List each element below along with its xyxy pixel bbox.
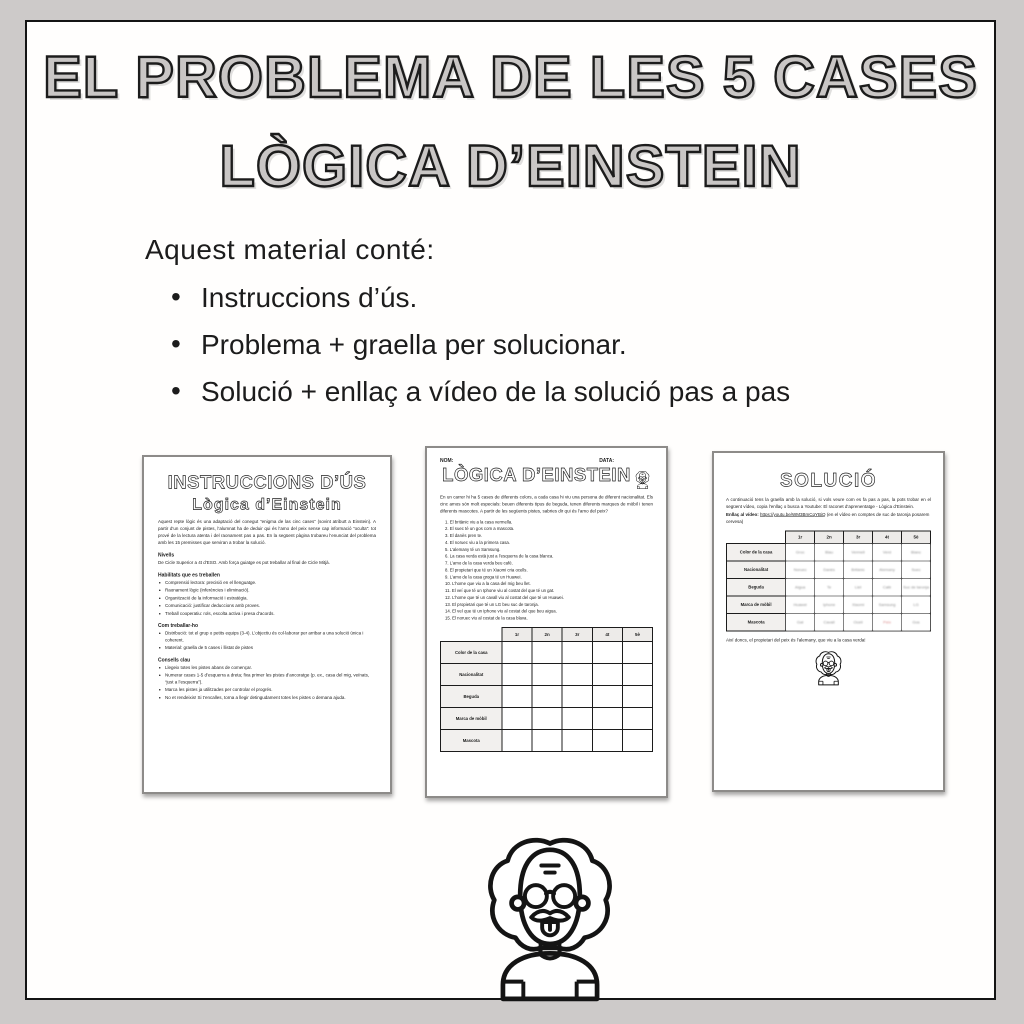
grid-row-header: Mascota bbox=[441, 729, 502, 751]
solution-cell: Blanc bbox=[902, 543, 931, 561]
p1-section-item: • Comprensió lectora: precisió en el llenguatge. bbox=[165, 579, 376, 586]
p1-section-item: • Llegeix totes les pistes abans de començar. bbox=[165, 664, 376, 671]
empty-grid-cell bbox=[592, 729, 622, 751]
einstein-icon bbox=[813, 647, 844, 685]
clue-item: 14. El veí que té un Iphone viu al costat del que beu aigua. bbox=[445, 608, 557, 614]
page2-title-row bbox=[440, 465, 653, 489]
empty-grid-cell bbox=[502, 663, 532, 685]
grid-col-header: 5è bbox=[902, 531, 931, 544]
grid-col-header: 3r bbox=[844, 531, 873, 544]
empty-grid-cell bbox=[532, 729, 562, 751]
clue-item: 11. El veí que té un Iphone viu al costat del que té un gat. bbox=[445, 588, 555, 594]
grid-corner bbox=[441, 627, 502, 641]
clue-item: 12. L’home que té un cavall viu al costat del que té un Huawei. bbox=[445, 594, 564, 600]
clue-item: 6. La casa verda està just a l’esquerra de la casa blanca. bbox=[445, 553, 554, 559]
data-label: DATA: bbox=[599, 458, 614, 464]
empty-grid-cell bbox=[502, 685, 532, 707]
clue-item: 4. El noruec viu a la primera casa. bbox=[445, 539, 510, 545]
p1-section-item: • Organització de la informació i estratègia. bbox=[165, 595, 376, 602]
page2-content bbox=[427, 448, 666, 796]
empty-grid-cell bbox=[622, 641, 652, 663]
page2-intro: En un carrer hi ha 5 cases de diferents colors, a cada casa hi viu una persona de diferent nacionalitat. Els cinc amos són molt especials: beuen diferents tipus de beguda, tenen diferents marques de mòbil i tenen diferents mascotes. A partir de les següents pistes, sabries dir qui és l’amo del peix? bbox=[440, 494, 653, 514]
empty-grid-cell bbox=[592, 663, 622, 685]
p1-section-item: • No et rendeixis! Si t’encalles, torna a llegir detingudament totes les pistes o demana ajuda. bbox=[165, 694, 376, 701]
solution-cell: Ocell bbox=[844, 613, 873, 631]
empty-grid-cell bbox=[592, 707, 622, 729]
grid-row-header: Color de la casa bbox=[727, 543, 786, 561]
p1-section-heading: Nivells bbox=[158, 552, 175, 558]
intro-bullet: • Instruccions d’ús. bbox=[171, 282, 905, 314]
solution-cell: Verd bbox=[873, 543, 902, 561]
solution-cell: Llet bbox=[844, 578, 873, 596]
intro-heading: Aquest material conté: bbox=[145, 234, 435, 265]
grid-row-header: Nacionalitat bbox=[441, 663, 502, 685]
grid-col-header: 4t bbox=[592, 627, 622, 641]
video-link-url: https://youtu.be/WM3BmCqYBiQ bbox=[760, 511, 826, 517]
solution-grid bbox=[726, 530, 931, 631]
grid-row-header: Marca de mòbil bbox=[727, 596, 786, 614]
p1-section-heading: Habilitats que es treballen bbox=[158, 572, 220, 578]
empty-grid-cell bbox=[532, 663, 562, 685]
p1-section bbox=[158, 572, 376, 617]
empty-grid-cell bbox=[562, 729, 592, 751]
p1-section-body: De Cicle Superior a 4t d’ESO. Amb força guiatge es pot treballar al final de Cicle Mitjà. bbox=[158, 559, 330, 565]
grid-row-header: Color de la casa bbox=[441, 641, 502, 663]
p1-section-list bbox=[165, 630, 376, 651]
page-thumbnail-problem bbox=[425, 446, 668, 798]
nom-label: NOM: bbox=[440, 458, 454, 464]
p1-section-list bbox=[165, 664, 376, 701]
solution-cell: Huawei bbox=[786, 596, 815, 614]
grid-col-header: 4t bbox=[873, 531, 902, 544]
page-thumbnail-instructions bbox=[142, 455, 392, 794]
empty-grid-cell bbox=[562, 641, 592, 663]
empty-grid-cell bbox=[502, 707, 532, 729]
p1-section-item: • Treball cooperatiu: rols, escolta activa i presa d’acords. bbox=[165, 610, 376, 617]
grid-row-header: Mascota bbox=[727, 613, 786, 631]
clue-item: 2. El suec té un gos com a mascota. bbox=[445, 526, 515, 532]
p1-section-item: • Numerar cases 1-5 d’esquerra a dreta; fixa primer les pistes d’ancoratge (p. ex., casa del mig, veïnats, “just a l’esquerra”). bbox=[165, 672, 376, 686]
page3-title: SOLUCIÓ bbox=[779, 470, 878, 491]
clue-item: 10. L’home que viu a la casa del mig beu llet. bbox=[445, 581, 531, 587]
p1-section-heading: Consells clau bbox=[158, 657, 191, 663]
name-date-row bbox=[440, 458, 653, 464]
page2-title: LÒGICA D’EINSTEIN bbox=[442, 464, 631, 485]
clue-item: 15. El noruec viu al costat de la casa blava. bbox=[445, 615, 528, 621]
clue-item: 9. L’amo de la casa groga té un Huawei. bbox=[445, 574, 522, 580]
intro-list bbox=[171, 282, 905, 408]
p1-section-item: • Material: graella de 5 cases i llistat de pistes bbox=[165, 645, 376, 652]
page1-content bbox=[144, 457, 390, 792]
grid-col-header: 3r bbox=[562, 627, 592, 641]
solution-cell: Samsung bbox=[873, 596, 902, 614]
video-link-line bbox=[726, 511, 931, 525]
solution-cell: Vermell bbox=[844, 543, 873, 561]
poster-card bbox=[25, 20, 996, 1000]
grid-col-header: 2n bbox=[532, 627, 562, 641]
p1-section bbox=[158, 552, 376, 566]
grid-col-header: 5è bbox=[622, 627, 652, 641]
p1-section-heading: Com treballar-ho bbox=[158, 623, 199, 629]
empty-grid-cell bbox=[502, 729, 532, 751]
grid-col-header: 1r bbox=[786, 531, 815, 544]
solution-cell: Gat bbox=[786, 613, 815, 631]
page-thumbnail-solution bbox=[712, 451, 945, 792]
p1-section-list bbox=[165, 579, 376, 617]
einstein-illustration bbox=[479, 820, 621, 1002]
grid-row-header: Marca de mòbil bbox=[441, 707, 502, 729]
clue-item: 13. El propietari que té un LG beu suc de taronja. bbox=[445, 601, 539, 607]
solution-cell: Groc bbox=[786, 543, 815, 561]
page1-title: INSTRUCCIONS D’ÚS bbox=[167, 472, 367, 493]
p1-section-item: • Comunicació: justificar deduccions amb proves. bbox=[165, 603, 376, 610]
solution-conclusion: Així doncs, el propietari del peix és l’alemany, que viu a la casa verda! bbox=[726, 637, 866, 643]
p1-section-item: • Marca les pistes ja utilitzades per controlar el progrés. bbox=[165, 687, 376, 694]
empty-grid-cell bbox=[622, 685, 652, 707]
grid-row-header: Beguda bbox=[727, 578, 786, 596]
intro-section bbox=[145, 234, 905, 408]
solution-cell: Aigua bbox=[786, 578, 815, 596]
p1-section-item: • Distribució: tot el grup o petits equips (3-4). L’objectiu és col·laborar per arribar a una solució única i coherent. bbox=[165, 630, 376, 644]
einstein-icon bbox=[634, 469, 651, 489]
solution-cell: Gos bbox=[902, 613, 931, 631]
solution-cell: Alemany bbox=[873, 561, 902, 579]
clue-item: 1. El britànic viu a la casa vermella. bbox=[445, 519, 513, 525]
video-link-note: (en el vídeo en comptes de suc de taronja posarem cervesa) bbox=[726, 511, 930, 524]
empty-grid-cell bbox=[562, 685, 592, 707]
empty-grid-cell bbox=[532, 685, 562, 707]
empty-grid-cell bbox=[592, 641, 622, 663]
solution-cell: Xiaomi bbox=[844, 596, 873, 614]
clue-item: 5. L’alemany té un Samsung. bbox=[445, 546, 501, 552]
grid-corner bbox=[727, 531, 786, 544]
page3-intro: A continuació tens la graella amb la solució, si vols veure com es fa pas a pas, la pots trobar en el següent vídeo, copia l’enllaç o busca a Youtube: El raconet d’aprenentatge - Lògica d’Einstein. bbox=[726, 497, 931, 509]
grid-col-header: 1r bbox=[502, 627, 532, 641]
solution-cell: Noruec bbox=[786, 561, 815, 579]
empty-grid-cell bbox=[592, 685, 622, 707]
page3-icon-wrap bbox=[726, 647, 931, 688]
p1-section bbox=[158, 657, 376, 701]
empty-grid-cell bbox=[532, 707, 562, 729]
solution-cell: Blau bbox=[815, 543, 844, 561]
grid-col-header: 2n bbox=[815, 531, 844, 544]
solution-cell: Cafè bbox=[873, 578, 902, 596]
clue-item: 7. L’amo de la casa verda beu cafè. bbox=[445, 560, 513, 566]
poster-title-line2: LÒGICA D’EINSTEIN bbox=[219, 134, 802, 199]
answer-grid-empty bbox=[440, 627, 653, 752]
solution-cell: Britànic bbox=[844, 561, 873, 579]
empty-grid-cell bbox=[622, 663, 652, 685]
solution-cell: Peix bbox=[873, 613, 902, 631]
p2-clues bbox=[440, 519, 653, 622]
poster-title-line1: EL PROBLEMA DE LES 5 CASES bbox=[43, 45, 978, 110]
page1-intro: Aquest repte lògic és una adaptació del conegut “enigma de las cinc cases” (sovint atribuït a Einstein). A partir d’un conjunt de pistes, l’alumnat ha de deduir qui és l’amo del peix sense cap informació “oculta”: tot prové de la lectura atenta i del raonament pas a pas. En la següent pàgina trobareu l’enunciat del problema amb les 15 premisses que serviran a trobar la solució. bbox=[158, 519, 376, 545]
clue-item: 8. El propietari que té un Xiaomi cria ocells. bbox=[445, 567, 528, 573]
empty-grid-cell bbox=[562, 707, 592, 729]
empty-grid-cell bbox=[502, 641, 532, 663]
solution-cell: LG bbox=[902, 596, 931, 614]
solution-cell: Danès bbox=[815, 561, 844, 579]
solution-cell: Iphone bbox=[815, 596, 844, 614]
solution-cell: Suc de taronja bbox=[902, 578, 931, 596]
empty-grid-cell bbox=[622, 729, 652, 751]
solution-cell: Cavall bbox=[815, 613, 844, 631]
empty-grid-cell bbox=[532, 641, 562, 663]
p1-sections bbox=[158, 552, 376, 701]
intro-bullet: • Problema + graella per solucionar. bbox=[171, 329, 905, 361]
empty-grid-cell bbox=[622, 707, 652, 729]
empty-grid-cell bbox=[562, 663, 592, 685]
solution-cell: Suec bbox=[902, 561, 931, 579]
p1-section bbox=[158, 623, 376, 651]
page1-subtitle: Lògica d’Einstein bbox=[192, 495, 342, 513]
clue-item: 3. El danès pren te. bbox=[445, 533, 483, 539]
p1-section-item: • Raonament lògic (inferències i eliminació). bbox=[165, 587, 376, 594]
intro-bullet: • Solució + enllaç a vídeo de la solució pas a pas bbox=[171, 376, 905, 408]
solution-cell: Te bbox=[815, 578, 844, 596]
video-link-label: Enllaç al vídeo: bbox=[726, 511, 759, 517]
page3-content bbox=[714, 453, 943, 790]
grid-row-header: Nacionalitat bbox=[727, 561, 786, 579]
grid-row-header: Beguda bbox=[441, 685, 502, 707]
